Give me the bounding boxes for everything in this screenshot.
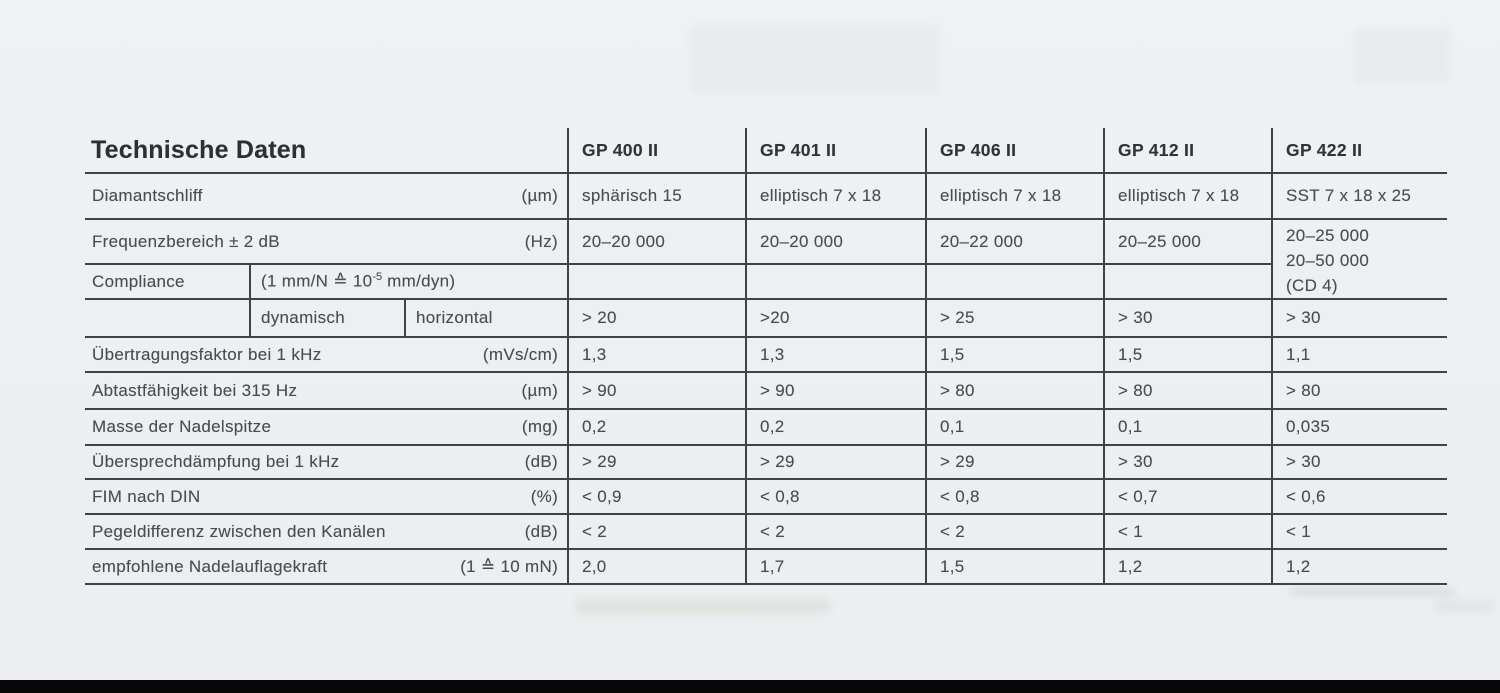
- formula-pre: (1 mm/N ≙ 10: [261, 271, 373, 291]
- table-cell: 0,035: [1272, 409, 1447, 445]
- formula-post: mm/dyn): [382, 271, 456, 291]
- table-cell: > 30: [1104, 445, 1272, 479]
- table-cell: > 80: [926, 372, 1104, 409]
- row-label-cell: [85, 514, 568, 549]
- table-cell: 1,3: [568, 337, 746, 372]
- row-compliance-dynamic: [85, 299, 1447, 337]
- table-cell: < 1: [1104, 514, 1272, 549]
- row-label-cell: [85, 219, 568, 264]
- row-label-cell: [85, 549, 568, 584]
- table-cell: > 29: [568, 445, 746, 479]
- table-cell: 20–25 000: [1104, 219, 1272, 264]
- table-cell: 1,5: [1104, 337, 1272, 372]
- table-cell: 1,5: [926, 337, 1104, 372]
- table-cell: 1,2: [1104, 549, 1272, 584]
- row-diamantschliff: [85, 173, 1447, 219]
- compliance-formula: [250, 264, 568, 299]
- table-cell: 20–20 000: [746, 219, 926, 264]
- table-cell-gp422-frequency: [1272, 219, 1447, 299]
- column-header-gp400: GP 400 II: [568, 128, 746, 173]
- row-label: Übersprechdämpfung bei 1 kHz: [92, 452, 340, 471]
- column-header-gp422: GP 422 II: [1272, 128, 1447, 173]
- table-cell: 0,2: [568, 409, 746, 445]
- row-label: Masse der Nadelspitze: [92, 417, 272, 436]
- row-unit: (mg): [521, 417, 559, 436]
- bleed-through-artifact: [575, 598, 830, 614]
- row-uebersprechdaempfung: [85, 445, 1447, 479]
- row-unit: (dB): [524, 452, 559, 471]
- table-cell: < 0,9: [568, 479, 746, 514]
- row-unit: (%): [530, 486, 559, 506]
- row-label: Diamantschliff: [92, 186, 203, 205]
- table-cell: 0,1: [926, 409, 1104, 445]
- frequency-line: 20–50 000: [1286, 251, 1370, 270]
- table-cell: > 29: [926, 445, 1104, 479]
- table-cell: > 30: [1104, 299, 1272, 337]
- row-label-cell: [85, 173, 568, 219]
- table-cell: SST 7 x 18 x 25: [1272, 173, 1447, 219]
- table-cell: > 80: [1104, 372, 1272, 409]
- row-label: Übertragungsfaktor bei 1 kHz: [92, 344, 322, 364]
- table-cell: < 1: [1272, 514, 1447, 549]
- table-cell: elliptisch 7 x 18: [746, 173, 926, 219]
- table-cell: 1,2: [1272, 549, 1447, 584]
- table-cell-empty: [568, 264, 746, 299]
- table-cell: 0,1: [1104, 409, 1272, 445]
- row-uebertragungsfaktor: [85, 337, 1447, 372]
- row-frequenzbereich: [85, 219, 1447, 264]
- table-cell: 1,7: [746, 549, 926, 584]
- row-pegeldifferenz: [85, 514, 1447, 549]
- table-cell: sphärisch 15: [568, 173, 746, 219]
- table-cell: < 2: [568, 514, 746, 549]
- row-label: empfohlene Nadelauflagekraft: [92, 556, 328, 576]
- table-cell: < 0,8: [746, 479, 926, 514]
- page-title-text: Technische Daten: [91, 135, 307, 164]
- row-label: Abtastfähigkeit bei 315 Hz: [92, 380, 298, 400]
- table-cell: > 90: [746, 372, 926, 409]
- table-cell: 2,0: [568, 549, 746, 584]
- row-label-cell: [85, 264, 250, 299]
- page-title: [85, 128, 568, 173]
- row-label: FIM nach DIN: [92, 486, 201, 506]
- table-cell-empty: [1104, 264, 1272, 299]
- bleed-through-artifact: [1355, 28, 1450, 83]
- sublabel-horizontal: horizontal: [405, 299, 568, 337]
- bleed-through-artifact: [1435, 600, 1493, 613]
- row-fim-nach-din: [85, 479, 1447, 514]
- table-cell: 1,1: [1272, 337, 1447, 372]
- row-compliance: [85, 264, 1447, 299]
- row-unit: (µm): [521, 186, 559, 205]
- row-unit: (mVs/cm): [482, 344, 559, 364]
- row-label-cell: [85, 409, 568, 445]
- table-cell-empty: [746, 264, 926, 299]
- row-label-cell: [85, 337, 568, 372]
- table-cell: > 30: [1272, 299, 1447, 337]
- row-label: Compliance: [92, 271, 185, 291]
- table-cell: 1,3: [746, 337, 926, 372]
- frequency-line: 20–25 000: [1286, 226, 1370, 245]
- sublabel-dynamisch: dynamisch: [250, 299, 405, 337]
- frequency-line: (CD 4): [1286, 276, 1338, 295]
- table-cell: < 2: [926, 514, 1104, 549]
- row-nadelauflagekraft: [85, 549, 1447, 584]
- table-cell: 0,2: [746, 409, 926, 445]
- row-label: Frequenzbereich ± 2 dB: [92, 231, 280, 251]
- table-cell: < 0,8: [926, 479, 1104, 514]
- table-cell: 20–22 000: [926, 219, 1104, 264]
- header-row: [85, 128, 1447, 173]
- table-cell: >20: [746, 299, 926, 337]
- table-cell: > 80: [1272, 372, 1447, 409]
- row-label: Pegeldifferenz zwischen den Kanälen: [92, 521, 386, 541]
- column-header-gp401: GP 401 II: [746, 128, 926, 173]
- formula-exponent: -5: [372, 271, 383, 284]
- table-cell: 20–20 000: [568, 219, 746, 264]
- column-header-gp406: GP 406 II: [926, 128, 1104, 173]
- table-cell: < 0,7: [1104, 479, 1272, 514]
- scan-edge-bar: [0, 680, 1500, 693]
- bleed-through-artifact: [1290, 589, 1455, 595]
- table-cell: < 0,6: [1272, 479, 1447, 514]
- table-cell: elliptisch 7 x 18: [926, 173, 1104, 219]
- row-unit: (Hz): [524, 231, 559, 251]
- row-unit: (1 ≙ 10 mN): [460, 556, 559, 576]
- table-cell: 1,5: [926, 549, 1104, 584]
- table-cell: > 30: [1272, 445, 1447, 479]
- table-cell: > 90: [568, 372, 746, 409]
- bleed-through-artifact: [690, 25, 940, 95]
- table-cell: < 2: [746, 514, 926, 549]
- table-cell-empty: [85, 299, 250, 337]
- row-masse-nadelspitze: [85, 409, 1447, 445]
- spec-table: [85, 128, 1447, 585]
- row-unit: (µm): [521, 380, 559, 400]
- row-abtastfaehigkeit: [85, 372, 1447, 409]
- table-cell: > 20: [568, 299, 746, 337]
- table-cell: elliptisch 7 x 18: [1104, 173, 1272, 219]
- table-cell: > 25: [926, 299, 1104, 337]
- row-unit: (dB): [524, 521, 559, 541]
- row-label-cell: [85, 479, 568, 514]
- row-label-cell: [85, 445, 568, 479]
- row-label-cell: [85, 372, 568, 409]
- column-header-gp412: GP 412 II: [1104, 128, 1272, 173]
- table-cell-empty: [926, 264, 1104, 299]
- table-cell: > 29: [746, 445, 926, 479]
